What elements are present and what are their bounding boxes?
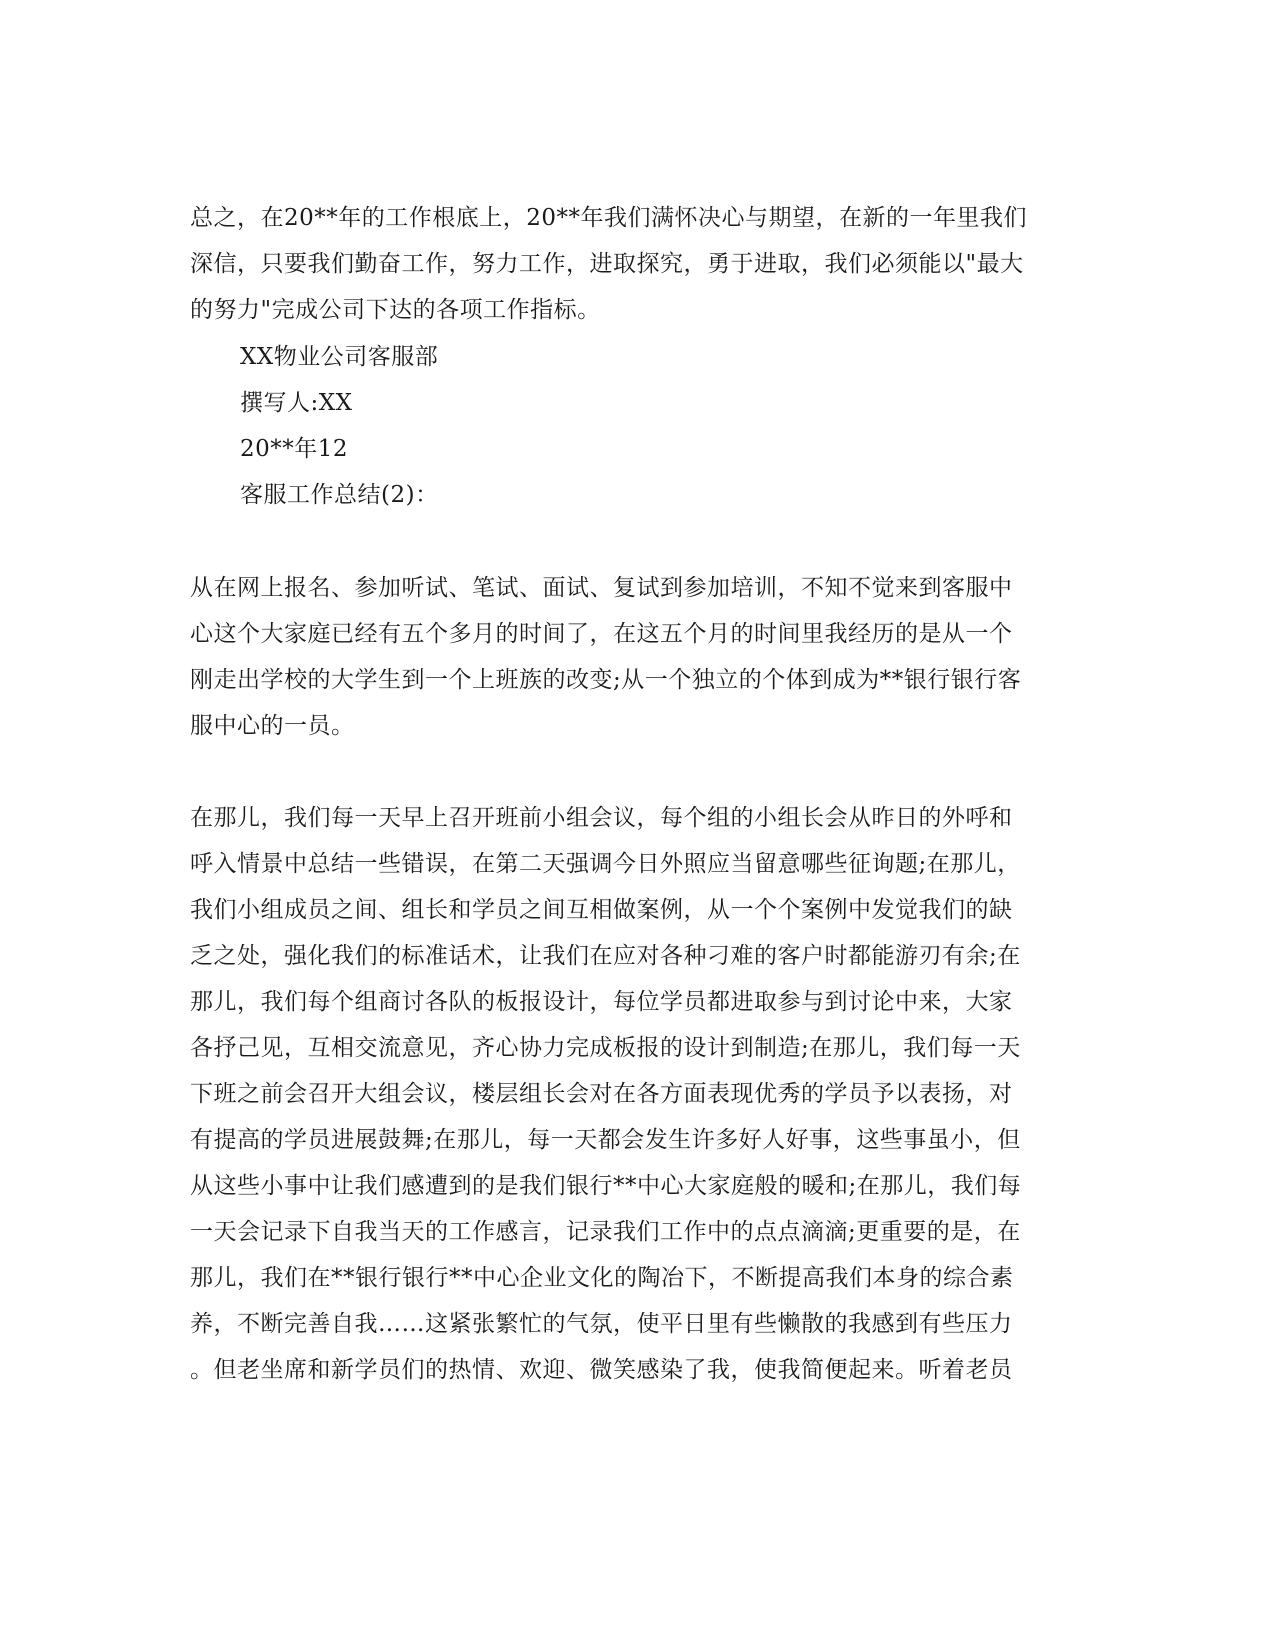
paragraph-2-line-2: 心这个大家庭已经有五个多月的时间了，在这五个月的时间里我经历的是从一个 — [190, 621, 1013, 647]
signature-author: 撰写人:XX — [240, 390, 353, 416]
paragraph-3-line-11: 那儿，我们在**银行银行**中心企业文化的陶冶下，不断提高我们本身的综合素 — [190, 1265, 1014, 1291]
paragraph-3-line-7: 下班之前会召开大组会议，楼层组长会对在各方面表现优秀的学员予以表扬，对 — [190, 1081, 1013, 1107]
signature-date: 20**年12 — [240, 436, 349, 462]
paragraph-3-line-8: 有提高的学员进展鼓舞;在那儿，每一天都会发生许多好人好事，这些事虽小，但 — [190, 1127, 1021, 1153]
paragraph-3-line-10: 一天会记录下自我当天的工作感言，记录我们工作中的点点滴滴;更重要的是，在 — [190, 1219, 1021, 1245]
paragraph-1-line-3: 的努力"完成公司下达的各项工作指标。 — [190, 297, 601, 323]
paragraph-1-line-1: 总之，在20**年的工作根底上，20**年我们满怀决心与期望，在新的一年里我们 — [190, 205, 1028, 231]
paragraph-3-line-1: 在那儿，我们每一天早上召开班前小组会议，每个组的小组长会从昨日的外呼和 — [190, 805, 1013, 831]
paragraph-3-line-4: 乏之处，强化我们的标准话术，让我们在应对各种刁难的客户时都能游刃有余;在 — [190, 943, 1021, 969]
paragraph-3-line-3: 我们小组成员之间、组长和学员之间互相做案例，从一个个案例中发觉我们的缺 — [190, 897, 1013, 923]
paragraph-3-line-6: 各抒己见，互相交流意见，齐心协力完成板报的设计到制造;在那儿，我们每一天 — [190, 1035, 1021, 1061]
paragraph-2-line-1: 从在网上报名、参加听试、笔试、面试、复试到参加培训，不知不觉来到客服中 — [190, 575, 1013, 601]
paragraph-3-line-12: 养，不断完善自我……这紧张繁忙的气氛，使平日里有些懒散的我感到有些压力 — [190, 1311, 1013, 1337]
paragraph-3-line-9: 从这些小事中让我们感遭到的是我们银行**中心大家庭般的暖和;在那儿，我们每 — [190, 1173, 1022, 1199]
paragraph-2-line-4: 服中心的一员。 — [190, 713, 355, 739]
paragraph-3-line-2: 呼入情景中总结一些错误，在第二天强调今日外照应当留意哪些征询题;在那儿， — [190, 851, 1021, 877]
section-heading: 客服工作总结(2)： — [240, 482, 439, 508]
paragraph-3-line-5: 那儿，我们每个组商讨各队的板报设计，每位学员都进取参与到讨论中来，大家 — [190, 989, 1013, 1015]
paragraph-1-line-2: 深信，只要我们勤奋工作，努力工作，进取探究，勇于进取，我们必须能以"最大 — [190, 251, 1024, 277]
paragraph-3-line-13: 。但老坐席和新学员们的热情、欢迎、微笑感染了我，使我简便起来。听着老员 — [190, 1357, 1013, 1383]
signature-department: XX物业公司客服部 — [240, 344, 439, 370]
paragraph-2-line-3: 刚走出学校的大学生到一个上班族的改变;从一个独立的个体到成为**银行银行客 — [190, 667, 1022, 693]
